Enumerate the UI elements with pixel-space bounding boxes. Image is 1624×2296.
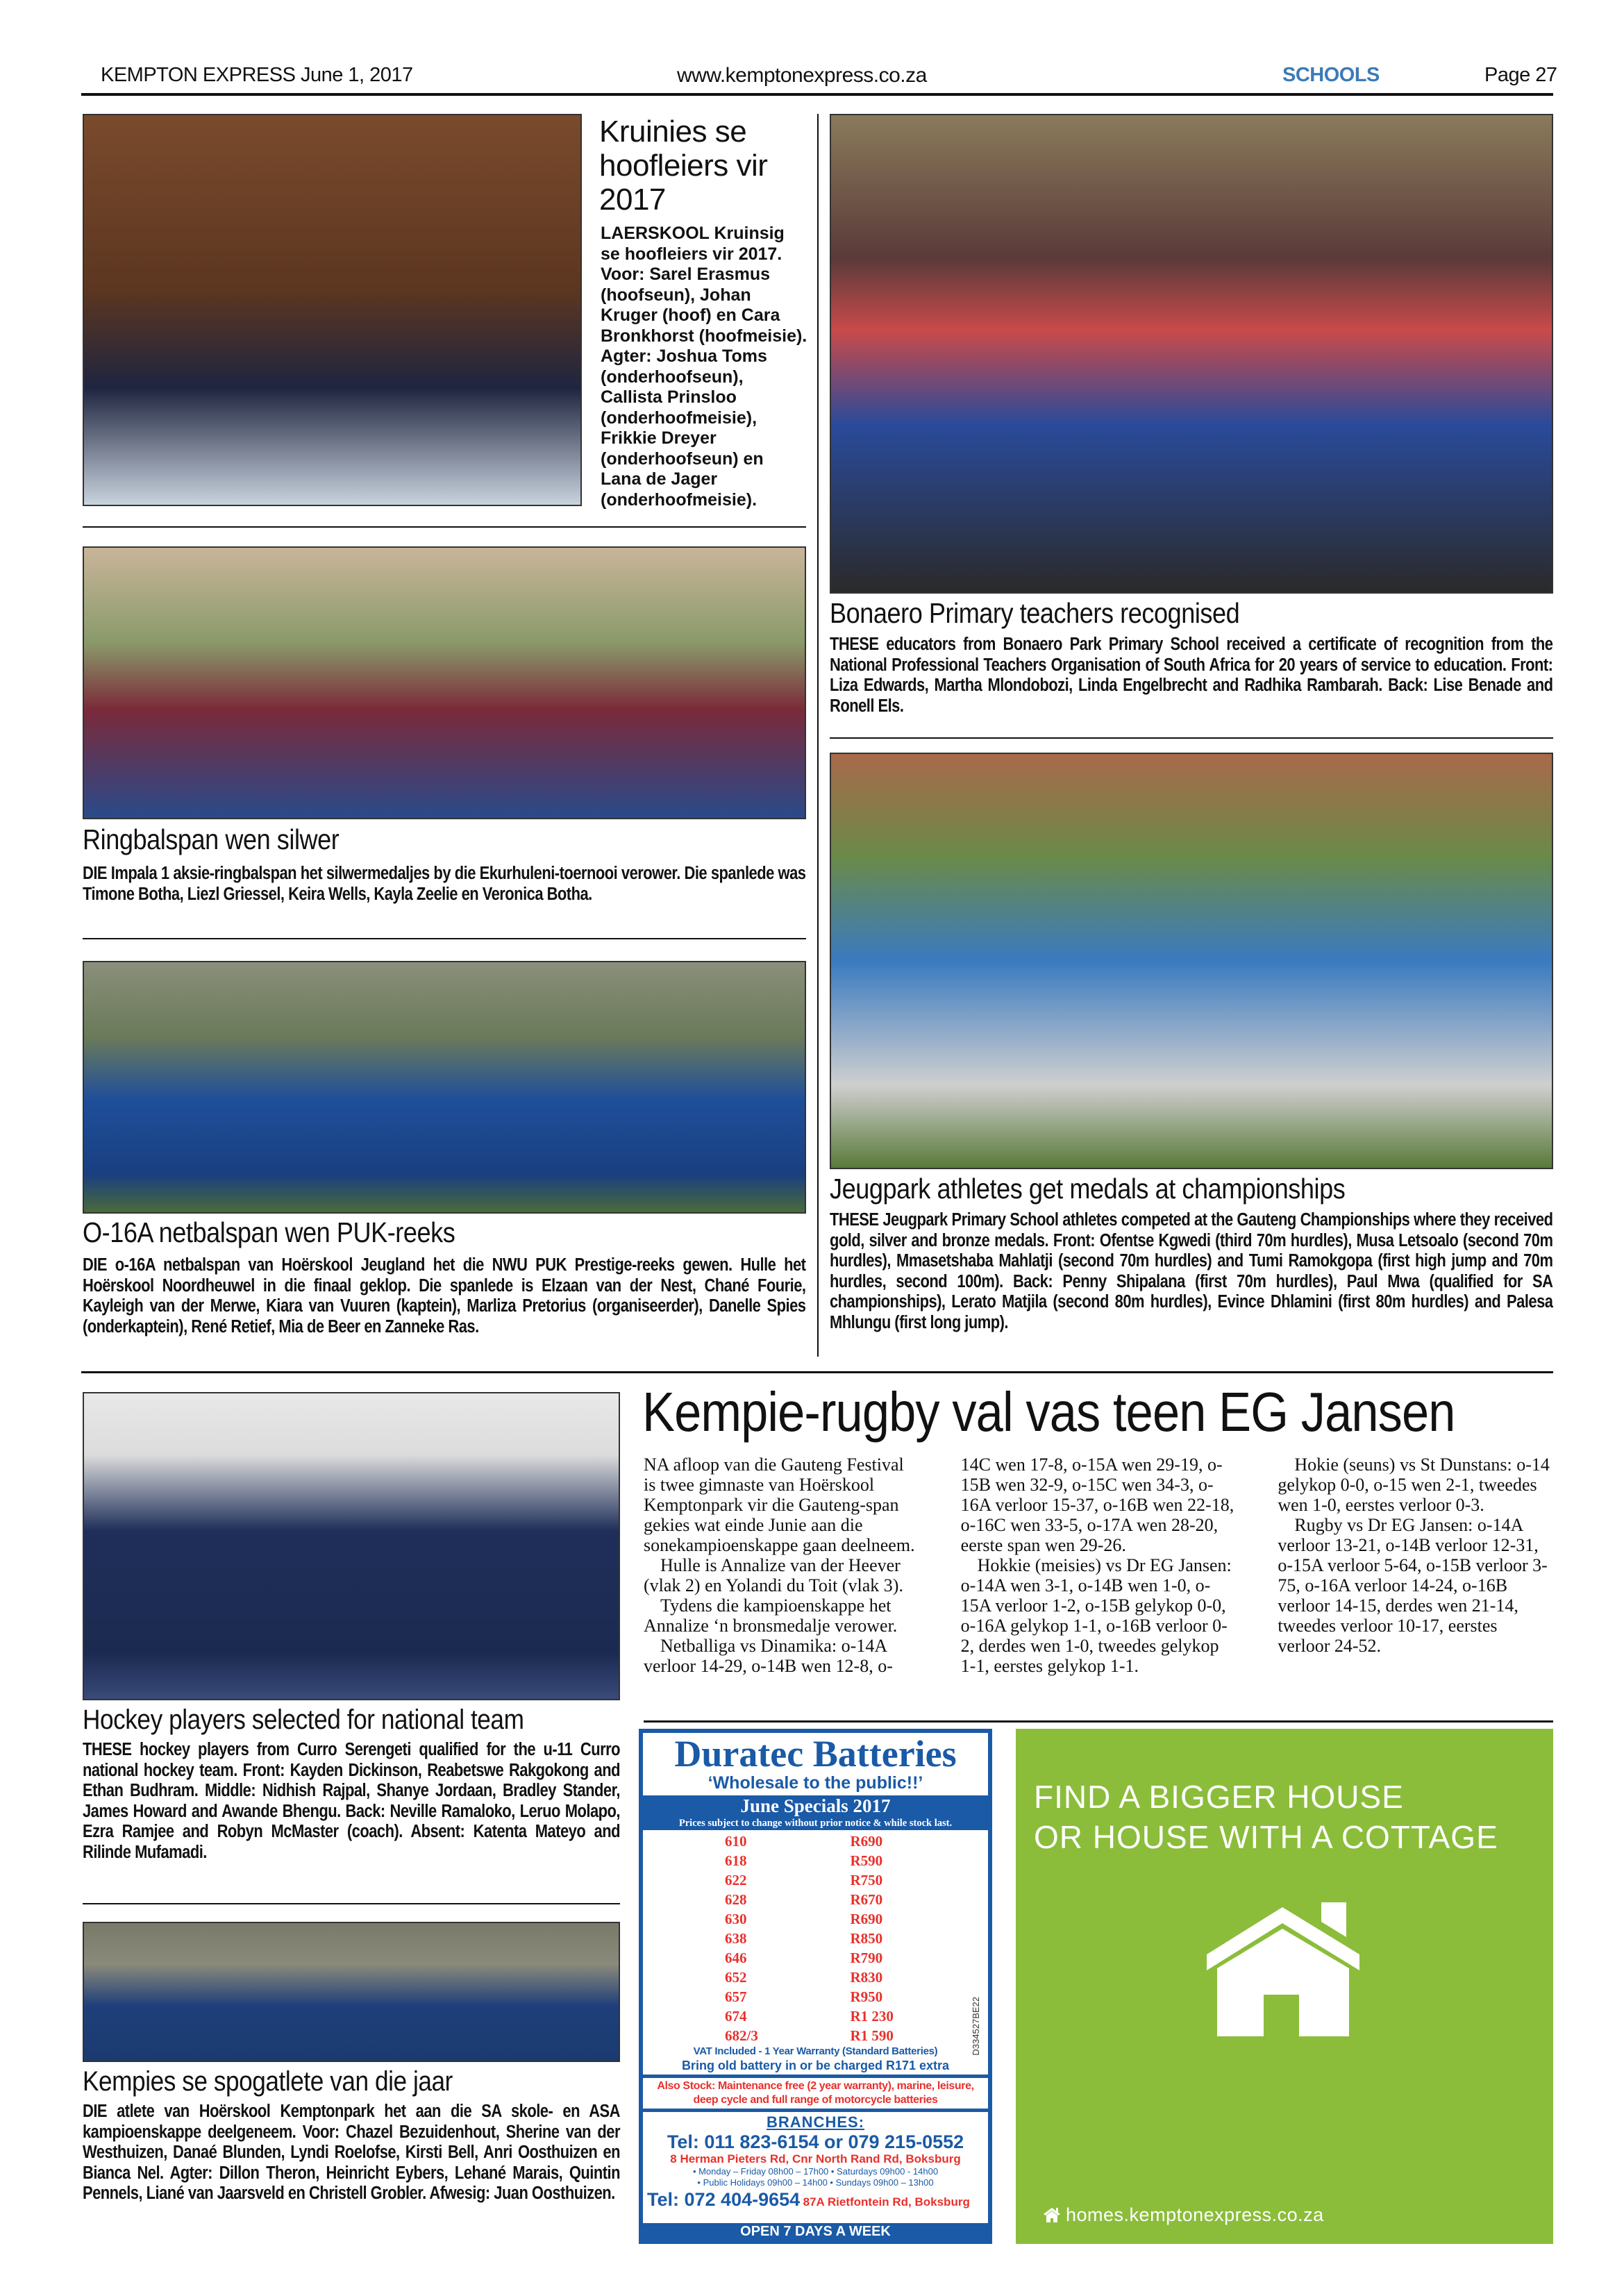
photo-ringbal-team: [83, 546, 806, 819]
photo-netbal-team: [83, 961, 806, 1214]
vat-note: VAT Included - 1 Year Warranty (Standard Batteries): [693, 2045, 938, 2057]
battery-price: R690: [850, 1833, 883, 1850]
phone-branch-2[interactable]: Tel: 072 404-9654: [647, 2189, 801, 2210]
battery-model: 638: [725, 1930, 747, 1947]
also-stock-note: Also Stock: Maintenance free (2 year warranty), marine, leisure, deep cycle and full range of motorcycle batteries: [643, 2078, 988, 2112]
price-row: [643, 1890, 988, 1909]
headline-rugby: Kempie-rugby val vas teen EG Jansen: [642, 1381, 1455, 1443]
duratec-batteries-ad[interactable]: [639, 1729, 992, 2244]
divider: [83, 526, 806, 528]
column-divider: [817, 114, 819, 1357]
headline-jeugpark: Jeugpark athletes get medals at championships: [830, 1173, 1346, 1205]
specials-note: Prices subject to change without prior notice & while stock last.: [678, 1818, 953, 1829]
price-table: [643, 1832, 988, 2045]
article-paragraph: Hokkie (meisies) vs Dr EG Jansen: o-14A wen 3-1, o-14B wen 1-0, o-15A verloor 1-2, o-15B gelykop 0-0, o-16A gelykop 1-1, o-16B verloor 0-2, derdes wen 1-0, tweedes gelykop 1-1, eerstes gelykop 1-1.: [960, 1555, 1232, 1676]
ad-tagline: ‘Wholesale to the public!!’: [708, 1773, 923, 1793]
battery-price: R790: [850, 1950, 883, 1966]
battery-model: 630: [725, 1911, 747, 1927]
price-row: [643, 1851, 988, 1870]
section-divider: [81, 1371, 1553, 1373]
section-label: SCHOOLS: [1282, 64, 1380, 86]
battery-price: R850: [850, 1930, 883, 1947]
price-row: [643, 1987, 988, 2006]
photo-jeugpark-athletes: [830, 753, 1553, 1169]
article-body: [644, 1455, 1553, 1676]
website-link[interactable]: www.kemptonexpress.co.za: [677, 64, 927, 87]
homes-ad[interactable]: [1016, 1729, 1553, 2244]
headline-bonaero: Bonaero Primary teachers recognised: [830, 597, 1240, 629]
divider: [83, 1903, 620, 1904]
caption-hockey: THESE hockey players from Curro Serengeti qualified for the u-11 Curro national hockey team. Front: Kayden Dickinson, Reabetswe Rakgokong and Ethan Budhram. Middle: Nidhish Rajpal, Shanye Jordaan, Bradley Stander, James Howard and Awande Bhengu. Back: Neville Ramaloko, Leruo Molapo, Ezra Ramjee and Robyn McMaster (coach). Absent: Katenta Mateyo and Rilinde Mufamadi.: [83, 1740, 620, 1862]
house-icon: [1044, 2207, 1060, 2222]
homes-url[interactable]: [1044, 2204, 1324, 2226]
open-banner: OPEN 7 DAYS A WEEK: [643, 2223, 988, 2240]
hours-weekday: • Monday – Friday 08h00 – 17h00 • Saturdays 09h00 - 14h00: [692, 2166, 939, 2177]
price-row: [643, 1929, 988, 1948]
address-main: 8 Herman Pieters Rd, Cnr North Rand Rd, Boksburg: [670, 2152, 961, 2165]
price-row: [643, 1870, 988, 1890]
caption-bonaero: THESE educators from Bonaero Park Primary School received a certificate of recognition from the National Professional Teachers Organisation of South Africa for 20 years of service to education. Front: Liza Edwards, Martha Mlondobozi, Linda Engelbrecht and Radhika Rambarah. Back: Lise Benade and Ronell Els.: [830, 635, 1553, 716]
headline-ringbal: Ringbalspan wen silwer: [83, 823, 340, 855]
photo-kempies-athletes: [83, 1922, 620, 2062]
battery-model: 652: [725, 1969, 747, 1986]
price-row: [643, 1968, 988, 1987]
article-paragraph: Netballiga vs Dinamika: o-14A verloor 14-29, o-14B wen 12-8, o-14C wen 17-8, o-15A wen 29-19, o-15B wen 32-9, o-15C wen 34-3, o-16A verloor 15-37, o-16B wen 22-18, o-16C wen 33-5, o-17A wen 28-20, eerste span wen 29-26.: [644, 1455, 1234, 1676]
article-rule: [644, 1720, 1553, 1723]
specials-title: June Specials 2017: [740, 1795, 891, 1816]
article-paragraph: Hokie (seuns) vs St Dunstans: o-14 gelykop 0-0, o-15 wen 2-1, tweedes wen 1-0, eerstes verloor 0-3.: [1278, 1455, 1550, 1515]
caption-kempies: DIE atlete van Hoërskool Kemptonpark het aan die SA skole- en ASA kampioenskappe deelgeneem. Voor: Chazel Bezuidenhout, Sherine van der Westhuizen, Danaé Blunden, Lyndi Roelofse, Kirsti Bell, Anri Oosthuizen en Bianca Nel. Agter: Dillon Theron, Heinricht Eybers, Lehané Marais, Quintin Pennels, Liané van Jaarsveld en Christell Grobler. Afwesig: Juan Oosthuizen.: [83, 2102, 620, 2203]
ad-brand: Duratec Batteries: [674, 1733, 957, 1775]
ad-line-2: OR HOUSE WITH A COTTAGE: [1034, 1819, 1498, 1855]
caption-ringbal: DIE Impala 1 aksie-ringbalspan het silwermedaljes by die Ekurhuleni-toernooi verower. Die spanlede was Timone Botha, Liezl Griessel, Keira Wells, Kayla Zeelie en Veronica Botha.: [83, 864, 806, 904]
price-row: [643, 1909, 988, 1929]
battery-price: R1 590: [850, 2027, 894, 2044]
branch-2: [643, 2188, 988, 2214]
battery-price: R590: [850, 1852, 883, 1869]
battery-price: R690: [850, 1911, 883, 1927]
branches-label: BRANCHES:: [767, 2113, 864, 2131]
battery-price: R950: [850, 1988, 883, 2005]
ad-line-1: FIND A BIGGER HOUSE: [1034, 1779, 1404, 1815]
battery-model: 657: [725, 1988, 747, 2005]
battery-price: R750: [850, 1872, 883, 1888]
ad-code: D334527BE22: [971, 1997, 981, 2056]
price-row: [643, 1832, 988, 1851]
headline-netbal: O-16A netbalspan wen PUK-reeks: [83, 1216, 455, 1248]
house-icon: [1207, 1902, 1359, 2038]
battery-model: 674: [725, 2008, 747, 2025]
phone-main[interactable]: Tel: 011 823-6154 or 079 215-0552: [667, 2131, 964, 2152]
old-battery-note: Bring old battery in or be charged R171 extra: [643, 2058, 988, 2078]
photo-kruinies-leaders: [83, 114, 582, 506]
battery-model: 622: [725, 1872, 747, 1888]
article-paragraph: Tydens die kampioenskappe het Annalize ‘n bronsmedalje verower.: [644, 1595, 898, 1636]
divider: [83, 938, 806, 939]
header-rule: [81, 93, 1553, 96]
hours-holiday: • Public Holidays 09h00 – 14h00 • Sundays 09h00 – 13h00: [697, 2177, 934, 2188]
photo-hockey-players: [83, 1392, 620, 1700]
battery-model: 610: [725, 1833, 747, 1850]
article-paragraph: NA afloop van die Gauteng Festival is twee gimnaste van Hoërskool Kemptonpark vir die Gauteng-span gekies wat einde Junie aan die sonekampioenskappe gaan deelneem.: [644, 1455, 915, 1555]
headline-kempies: Kempies se spogatlete van die jaar: [83, 2066, 453, 2097]
battery-price: R670: [850, 1891, 883, 1908]
publication-date: KEMPTON EXPRESS June 1, 2017: [101, 64, 413, 86]
article-paragraph: Hulle is Annalize van der Heever (vlak 2) en Yolandi du Toit (vlak 3).: [644, 1555, 903, 1595]
headline-kruinies: Kruinies se hoofleiers vir 2017: [599, 115, 768, 217]
caption-kruinies: LAERSKOOL Kruinsig se hoofleiers vir 2017. Voor: Sarel Erasmus (hoofseun), Johan Kruger (hoof) en Cara Bronkhorst (hoofmeisie). Agter: Joshua Toms (onderhoofseun), Callista Prinsloo (onderhoofmeisie), Frikkie Dreyer (onderhoofseun) en Lana de Jager (onderhoofmeisie).: [601, 224, 807, 510]
battery-price: R830: [850, 1969, 883, 1986]
battery-price: R1 230: [850, 2008, 894, 2025]
article-paragraph: Rugby vs Dr EG Jansen: o-14A verloor 13-21, o-14B verloor 12-31, o-15A verloor 5-64, o-15B verloor 3-75, o-16A verloor 14-24, o-16B verloor 14-15, derdes wen 21-14, tweedes verloor 10-17, eerstes verloor 24-52.: [1278, 1515, 1548, 1656]
battery-model: 646: [725, 1950, 747, 1966]
battery-model: 682/3: [725, 2027, 758, 2044]
price-row: [643, 2006, 988, 2026]
address-branch-2: 87A Rietfontein Rd, Boksburg: [803, 2195, 970, 2209]
price-row: [643, 1948, 988, 1968]
divider: [830, 737, 1553, 739]
caption-netbal: DIE o-16A netbalspan van Hoërskool Jeugland het die NWU PUK Prestige-reeks gewen. Hulle het Hoërskool Noordheuwel in die finaal geklop. Die spanlede is Elzaan van der Nest, Chané Fourie, Kayleigh van der Merwe, Kiara van Vuuren (kaptein), Marliza Pretorius (organiseerder), Danelle Spies (onderkaptein), René Retief, Mia de Beer en Zanneke Ras.: [83, 1255, 806, 1336]
photo-bonaero-teachers: [830, 114, 1553, 594]
price-row: [643, 2026, 988, 2045]
page-number: Page 27: [1484, 64, 1557, 86]
homes-url-text: homes.kemptonexpress.co.za: [1066, 2204, 1324, 2225]
battery-model: 618: [725, 1852, 747, 1869]
battery-model: 628: [725, 1891, 747, 1908]
caption-jeugpark: THESE Jeugpark Primary School athletes competed at the Gauteng Championships where they received gold, silver and bronze medals. Front: Ofentse Kgwedi (third 70m hurdles), Musa Letsoalo (second 70m hurdles), Mmasetshaba Mahlatji (second 70m hurdles) and Tumi Ramokgopa (first high jump and 70m hurdles, second 100m). Back: Penny Shipalana (first 70m hurdles), Paul Mwa (qualified for SA championships), Lerato Matjila (second 80m hurdles), Evince Dhlamini (first 80m hurdles) and Palesa Mhlungu (first long jump).: [830, 1210, 1553, 1332]
specials-band: [643, 1795, 988, 1830]
headline-hockey: Hockey players selected for national team: [83, 1704, 524, 1735]
